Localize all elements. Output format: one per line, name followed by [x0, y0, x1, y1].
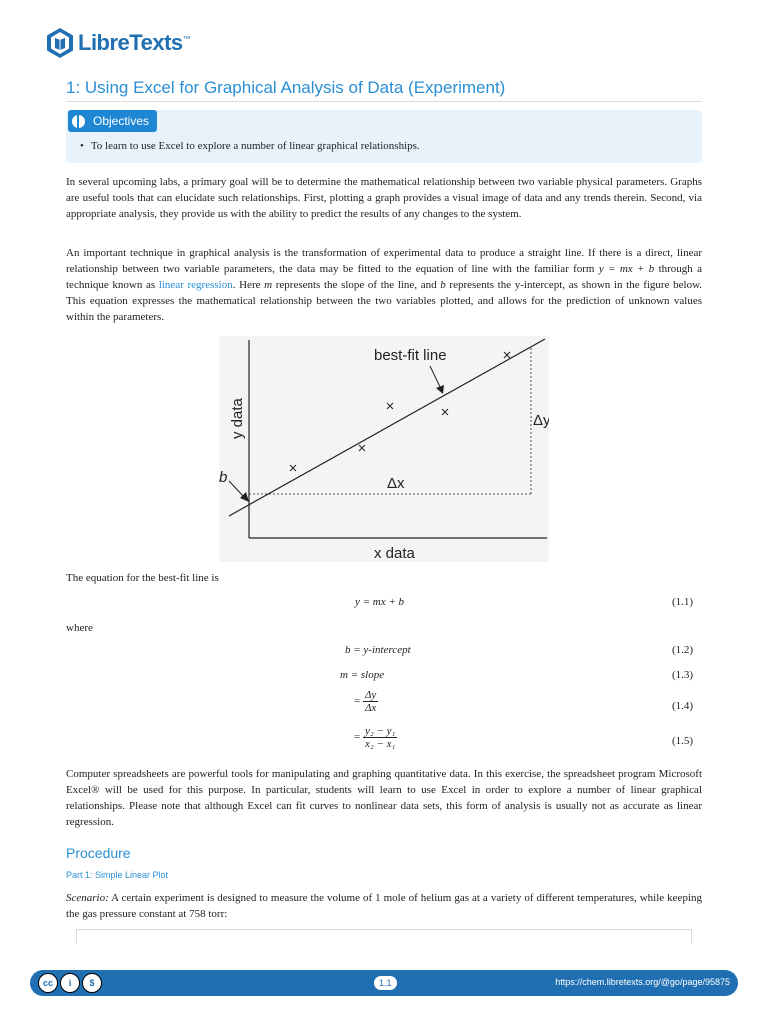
equation-4-number: (1.4): [672, 700, 694, 712]
cc-license-badge[interactable]: [38, 973, 104, 993]
equation-1-number: (1.1): [672, 596, 694, 608]
equation-5-number: (1.5): [672, 735, 694, 747]
equation-2-number: (1.2): [672, 644, 694, 656]
equation-intro: The equation for the best-fit line is: [66, 572, 219, 584]
page-number: 1.1: [374, 976, 397, 990]
best-fit-figure: [219, 336, 549, 562]
objective-item: • To learn to use Excel to explore a number of linear graphical relationships.: [80, 140, 420, 152]
footer-bar: [30, 970, 738, 996]
procedure-heading: Procedure: [66, 845, 131, 861]
objectives-tab: [68, 110, 157, 132]
label-b: b: [219, 469, 228, 486]
logo-text: LibreTexts™: [78, 30, 191, 55]
label-y-data: y data: [229, 398, 246, 439]
linear-regression-link[interactable]: linear regression: [158, 279, 233, 291]
paragraph-intro: In several upcoming labs, a primary goal will be to determine the mathematical relationship between two variable physical parameters. Graphs are useful tools that can elucidate such relationships. First, plotting a graph provides a visual image of data and any trends therein. Second, via appropriate analysis, they provide us with the ability to predict the results of any changes to the system.: [66, 176, 702, 220]
part1-heading: Part 1: Simple Linear Plot: [66, 870, 169, 880]
label-x-data: x data: [374, 545, 415, 562]
objectives-label: Objectives: [93, 114, 150, 128]
scenario-paragraph: Scenario: A certain experiment is designed to measure the volume of 1 mole of helium gas at a variety of different temperatures, while keeping the gas pressure constant at 758 torr:: [66, 892, 702, 920]
data-points: [290, 352, 510, 471]
paragraph-spreadsheets: Computer spreadsheets are powerful tools for manipulating and graphing quantitative data. In this exercise, the spreadsheet program Microsoft Excel® will be used for this purpose. In particular, students will learn to use Excel in order to explore a number of linear graphical relationships. Please note that although Excel can fit curves to nonlinear data sets, this form of analysis is usually not as accurate as linear regression.: [66, 768, 702, 828]
paragraph-technique: An important technique in graphical analysis is the transformation of experimental data to produce a straight line. If there is a direct, linear relationship between two variable parameters, the data may be fitted to the equation of line with the familiar form y = mx + b through a technique known as linear regression. Here m represents the slope of the line, and b represents the y-intercept, as shown in the figure below. This equation expresses the mathematical relationship between the two variables plotted, and allows for the prediction of unknown values within the parameters.: [66, 247, 703, 323]
nc-icon: $: [82, 973, 102, 993]
cc-icon: cc: [38, 973, 58, 993]
equation-5: = $\frac{\text{y₂ − y₁}}{\text{x₂ − x₁}}$: [354, 725, 396, 750]
where-text: where: [66, 622, 93, 634]
label-best-fit: best-fit line: [374, 347, 447, 364]
equation-3: m = slope: [340, 669, 385, 681]
objectives-icon: [72, 115, 85, 128]
objectives-box: [66, 110, 702, 163]
equation-4: = $\frac{\Delta y}{\Delta x}$: [354, 689, 377, 714]
label-delta-x: Δx: [387, 475, 405, 492]
data-table-box: [76, 929, 692, 944]
equation-2: b = y-intercept: [345, 644, 411, 656]
page-url[interactable]: https://chem.libretexts.org/@go/page/95875: [555, 977, 730, 987]
by-icon: i: [60, 973, 80, 993]
label-delta-y: Δy: [533, 412, 549, 429]
equation-3-number: (1.3): [672, 669, 694, 681]
libretexts-logo[interactable]: [46, 27, 190, 59]
equation-1: y = mx + b: [355, 596, 405, 608]
libretexts-logo-icon: [46, 27, 74, 59]
best-fit-diagram: [219, 336, 549, 562]
inline-equation: y = mx + b: [598, 263, 655, 275]
page-title: 1: Using Excel for Graphical Analysis of Data (Experiment): [66, 78, 702, 102]
